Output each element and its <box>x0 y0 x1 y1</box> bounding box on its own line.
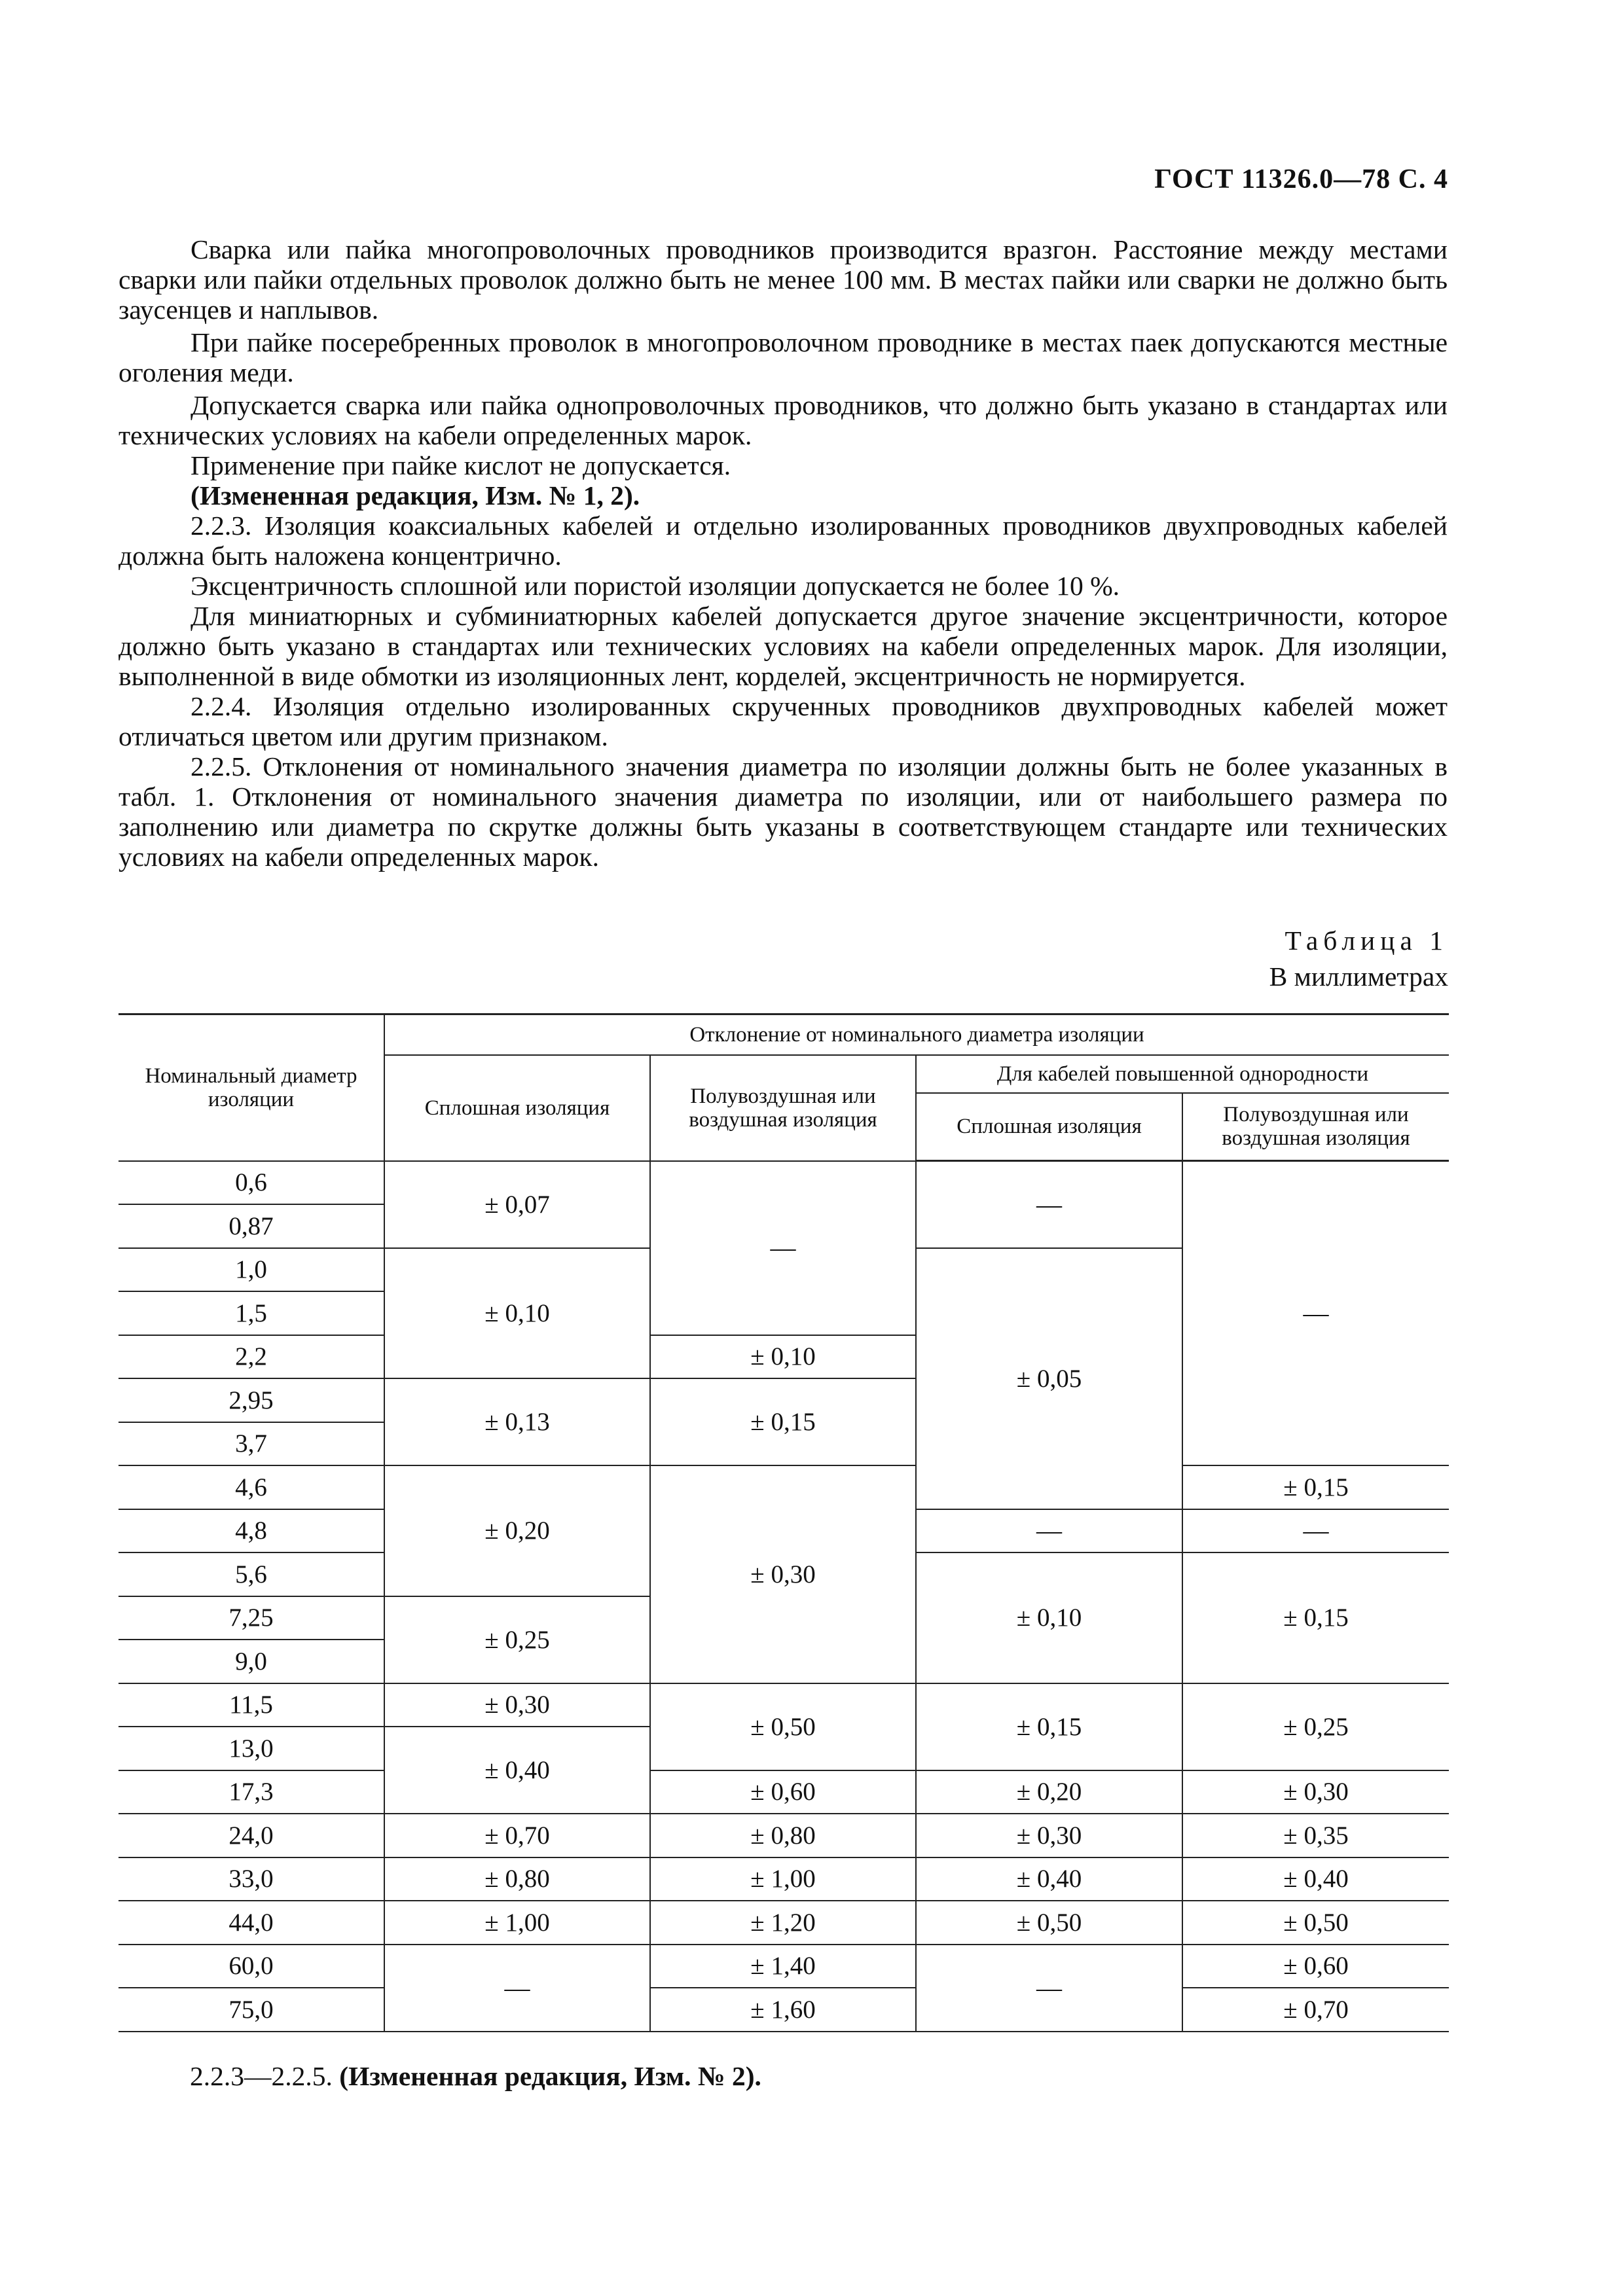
cell-solid: ± 0,70 <box>384 1814 650 1857</box>
paragraph: Для миниатюрных и субминиатюрных кабелей допускается другое значение эксцентричности, которое должно быть указано в стандартах или технических условиях на кабели определенных марок. Для изоляции, выполненной в виде обмотки из изоляционных лент, корделей, эксцентричность не нормируется. <box>119 601 1448 691</box>
cell-hu-solid: ± 0,05 <box>916 1248 1182 1509</box>
cell-semi-air: ± 1,20 <box>650 1901 916 1945</box>
cell-solid: ± 0,40 <box>384 1727 650 1814</box>
body-text <box>119 234 1448 872</box>
cell-solid: ± 0,25 <box>384 1596 650 1683</box>
cell-solid: ± 0,13 <box>384 1378 650 1465</box>
header-semi-air: Полувоздушная или воздушная изоляция <box>650 1055 916 1161</box>
cell-solid: ± 0,80 <box>384 1857 650 1901</box>
cell-hu-solid: ± 0,15 <box>916 1683 1182 1770</box>
cell-hu-semi-air: ± 0,70 <box>1182 1988 1449 2032</box>
cell-hu-solid: ± 0,10 <box>916 1552 1182 1683</box>
cell-nominal: 1,5 <box>119 1291 384 1335</box>
cell-solid: ± 0,20 <box>384 1465 650 1596</box>
cell-nominal: 2,95 <box>119 1378 384 1422</box>
cell-semi-air: ± 0,50 <box>650 1683 916 1770</box>
cell-hu-solid: ± 0,20 <box>916 1770 1182 1814</box>
paragraph-change-note <box>119 480 1448 511</box>
cell-solid: — <box>384 1945 650 2032</box>
cell-nominal: 0,87 <box>119 1204 384 1248</box>
cell-hu-solid: ± 0,50 <box>916 1901 1182 1945</box>
cell-nominal: 17,3 <box>119 1770 384 1814</box>
header-nominal: Номинальный диаметр изоляции <box>119 1014 384 1161</box>
cell-hu-semi-air: ± 0,35 <box>1182 1814 1449 1857</box>
header-solid: Сплошная изоляция <box>384 1055 650 1161</box>
cell-nominal: 3,7 <box>119 1422 384 1466</box>
cell-hu-semi-air: ± 0,50 <box>1182 1901 1449 1945</box>
cell-semi-air: ± 1,00 <box>650 1857 916 1901</box>
paragraph: Сварка или пайка многопроволочных проводников производится вразгон. Расстояние между местами сварки или пайки отдельных проволок должно быть не менее 100 мм. В местах пайки или сварки не должно быть заусенцев и наплывов. <box>119 234 1448 325</box>
header-hu-solid: Сплошная изоляция <box>916 1093 1182 1161</box>
cell-hu-semi-air: ± 0,40 <box>1182 1857 1449 1901</box>
page-header: ГОСТ 11326.0—78 С. 4 <box>1154 164 1448 194</box>
cell-nominal: 44,0 <box>119 1901 384 1945</box>
cell-semi-air: ± 0,15 <box>650 1378 916 1465</box>
table-units: В миллиметрах <box>1269 961 1448 992</box>
cell-nominal: 11,5 <box>119 1683 384 1727</box>
paragraph: Применение при пайке кислот не допускается. <box>191 450 731 480</box>
cell-semi-air: ± 0,30 <box>650 1465 916 1683</box>
cell-nominal: 7,25 <box>119 1596 384 1640</box>
cell-hu-semi-air: ± 0,60 <box>1182 1945 1449 1988</box>
paragraph: При пайке посеребренных проволок в многопроволочном проводнике в местах паек допускаются местные оголения меди. <box>119 327 1448 387</box>
table-caption <box>1269 923 1448 995</box>
cell-nominal: 4,8 <box>119 1509 384 1553</box>
paragraph: 2.2.4. Изоляция отдельно изолированных скрученных проводников двухпроводных кабелей может отличаться цветом или другим признаком. <box>119 691 1448 751</box>
cell-hu-solid: ± 0,40 <box>916 1857 1182 1901</box>
cell-nominal: 4,6 <box>119 1465 384 1509</box>
cell-hu-semi-air: — <box>1182 1161 1449 1466</box>
cell-solid: ± 0,10 <box>384 1248 650 1379</box>
cell-hu-solid: — <box>916 1161 1182 1248</box>
cell-nominal: 0,6 <box>119 1161 384 1205</box>
paragraph: 2.2.5. Отклонения от номинального значения диаметра по изоляции должны быть не более указанных в табл. 1. Отклонения от номинального значения диаметра по изоляции, или от наибольшего размера по заполнению или диаметра по скрутке должны быть указаны в соответствующем стандарте или технических условиях на кабели определенных марок. <box>119 751 1448 872</box>
deviation-table <box>119 1013 1449 2032</box>
cell-semi-air: ± 0,10 <box>650 1335 916 1379</box>
cell-hu-semi-air: ± 0,25 <box>1182 1683 1449 1770</box>
footer-note <box>190 2060 761 2092</box>
cell-nominal: 60,0 <box>119 1945 384 1988</box>
cell-hu-semi-air: ± 0,15 <box>1182 1465 1449 1509</box>
cell-hu-solid: — <box>916 1509 1182 1553</box>
cell-nominal: 33,0 <box>119 1857 384 1901</box>
cell-semi-air: ± 0,80 <box>650 1814 916 1857</box>
cell-hu-semi-air: ± 0,15 <box>1182 1552 1449 1683</box>
cell-hu-solid: — <box>916 1945 1182 2032</box>
paragraph: Эксцентричность сплошной или пористой изоляции допускается не более 10 %. <box>191 571 1120 601</box>
header-deviation: Отклонение от номинального диаметра изоляции <box>384 1014 1449 1055</box>
cell-semi-air: ± 0,60 <box>650 1770 916 1814</box>
cell-nominal: 75,0 <box>119 1988 384 2032</box>
cell-semi-air: ± 1,40 <box>650 1945 916 1988</box>
paragraph: 2.2.3. Изоляция коаксиальных кабелей и отдельно изолированных проводников двухпроводных кабелей должна быть наложена концентрично. <box>119 511 1448 571</box>
cell-nominal: 24,0 <box>119 1814 384 1857</box>
table-title: Таблица 1 <box>1285 925 1448 956</box>
footer-note-bold: (Измененная редакция, Изм. № 2). <box>339 2061 761 2091</box>
cell-hu-semi-air: — <box>1182 1509 1449 1553</box>
cell-semi-air: ± 1,60 <box>650 1988 916 2032</box>
cell-nominal: 13,0 <box>119 1727 384 1770</box>
footer-note-prefix: 2.2.3—2.2.5. <box>190 2061 340 2091</box>
change-note-bold: (Измененная редакция, Изм. № 1, 2). <box>191 480 640 511</box>
header-hu-semi-air: Полувоздушная или воздушная изоляция <box>1182 1093 1449 1161</box>
cell-solid: ± 1,00 <box>384 1901 650 1945</box>
cell-solid: ± 0,30 <box>384 1683 650 1727</box>
cell-nominal: 1,0 <box>119 1248 384 1292</box>
cell-solid: ± 0,07 <box>384 1161 650 1248</box>
cell-nominal: 9,0 <box>119 1640 384 1683</box>
cell-hu-solid: ± 0,30 <box>916 1814 1182 1857</box>
cell-hu-semi-air: ± 0,30 <box>1182 1770 1449 1814</box>
cell-nominal: 5,6 <box>119 1552 384 1596</box>
cell-nominal: 2,2 <box>119 1335 384 1379</box>
cell-semi-air: — <box>650 1161 916 1335</box>
paragraph: Допускается сварка или пайка однопроволочных проводников, что должно быть указано в стандартах или технических условиях на кабели определенных марок. <box>119 390 1448 450</box>
header-high-uniformity: Для кабелей повышенной однородности <box>916 1055 1449 1093</box>
